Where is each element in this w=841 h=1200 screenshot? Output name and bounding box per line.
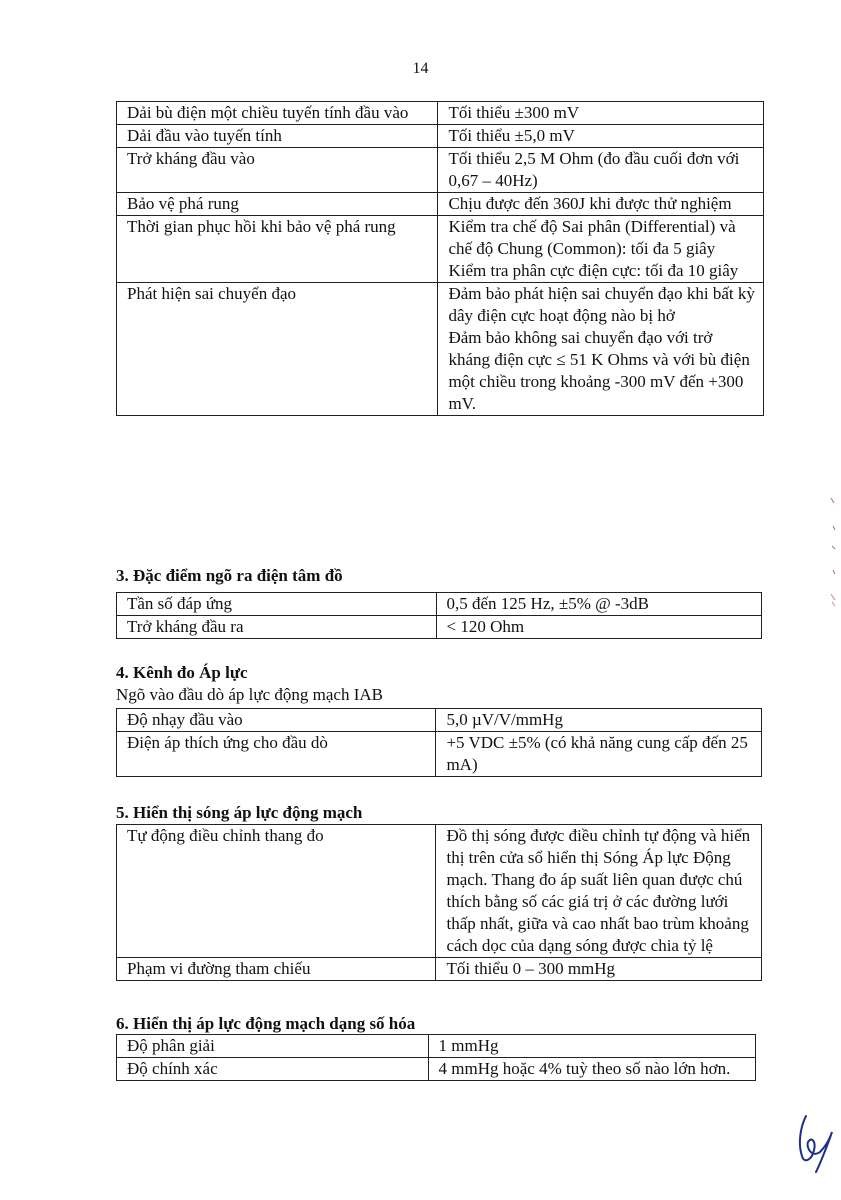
spec-table-6 — [116, 1034, 756, 1081]
row-value — [436, 616, 762, 639]
row-value — [436, 825, 762, 958]
row-label: Phạm vi đường tham chiếu — [117, 958, 436, 981]
section-4-subtitle: Ngõ vào đầu dò áp lực động mạch IAB — [116, 685, 383, 704]
row-label: Tần số đáp ứng — [117, 593, 437, 616]
table-row — [117, 709, 762, 732]
row-label: Tự động điều chỉnh thang đo — [117, 825, 436, 958]
row-value-line: +5 VDC ±5% (có khả năng cung cấp đến 25 mA) — [446, 733, 748, 774]
row-label: Độ nhạy đầu vào — [117, 709, 436, 732]
row-value-line: Chịu được đến 360J khi được thử nghiệm — [448, 194, 732, 213]
handwritten-signature — [790, 1108, 838, 1176]
table-row — [117, 102, 764, 125]
row-label: Dải đầu vào tuyến tính — [117, 125, 438, 148]
row-label: Điện áp thích ứng cho đầu dò — [117, 732, 436, 777]
section-4-title: 4. Kênh đo Áp lực — [116, 663, 248, 682]
table-row — [117, 148, 764, 193]
row-value-line: < 120 Ohm — [446, 617, 525, 636]
section-6-title: 6. Hiển thị áp lực động mạch dạng số hóa — [116, 1014, 416, 1033]
table-row — [117, 958, 762, 981]
row-label: Độ chính xác — [117, 1058, 429, 1081]
row-value — [438, 102, 764, 125]
row-label: Phát hiện sai chuyển đạo — [117, 283, 438, 416]
row-value — [436, 958, 762, 981]
table-row — [117, 1058, 756, 1081]
row-value-line: Tối thiểu ±5,0 mV — [448, 126, 575, 145]
row-value-line: 0,5 đến 125 Hz, ±5% @ -3dB — [446, 594, 650, 613]
table-row — [117, 732, 762, 777]
table-row — [117, 283, 764, 416]
row-label: Trở kháng đầu ra — [117, 616, 437, 639]
table-row — [117, 1035, 756, 1058]
row-label: Thời gian phục hồi khi bảo vệ phá rung — [117, 216, 438, 283]
table-row — [117, 125, 764, 148]
row-value-line: Đảm bảo phát hiện sai chuyển đạo khi bất kỳ dây điện cực hoạt động nào bị hở — [448, 284, 755, 325]
row-value — [436, 709, 762, 732]
row-value-line: Tối thiểu ±300 mV — [448, 103, 580, 122]
table-row — [117, 616, 762, 639]
table-row — [117, 193, 764, 216]
table-row — [117, 593, 762, 616]
row-value-line: Đồ thị sóng được điều chỉnh tự động và hiển thị trên cửa sổ hiển thị Sóng Áp lực Động mạch. Thang đo áp suất liên quan được chú thích bằng số các giá trị ở các đường lưới thấp nhất, giữa và cao nhất bao trùm khoảng cách dọc của dạng sóng được chia tỷ lệ — [446, 826, 751, 955]
table-row — [117, 825, 762, 958]
row-value — [438, 283, 764, 416]
margin-marks — [828, 490, 840, 630]
row-value — [436, 732, 762, 777]
row-value-line: Kiểm tra phân cực điện cực: tối đa 10 giây — [448, 261, 739, 280]
spec-table-3 — [116, 592, 762, 639]
spec-table-1 — [116, 101, 764, 416]
spec-table-4 — [116, 708, 762, 777]
section-3-title: 3. Đặc điểm ngõ ra điện tâm đồ — [116, 566, 343, 585]
row-value-line: Tối thiểu 0 – 300 mmHg — [446, 959, 616, 978]
row-label: Trở kháng đầu vào — [117, 148, 438, 193]
row-value-line: Tối thiểu 2,5 M Ohm (đo đầu cuối đơn với 0,67 – 40Hz) — [448, 149, 740, 190]
spec-table-5 — [116, 824, 762, 981]
row-value — [428, 1035, 756, 1058]
row-value-line: 5,0 µV/V/mmHg — [446, 710, 563, 729]
section-5-title: 5. Hiển thị sóng áp lực động mạch — [116, 803, 363, 822]
row-value-line: Kiểm tra chế độ Sai phân (Differential) và chế độ Chung (Common): tối đa 5 giây — [448, 217, 736, 258]
row-value-line: Đảm bảo không sai chuyển đạo với trở kháng điện cực ≤ 51 K Ohms và với bù điện một chiều trong khoảng -300 mV đến +300 mV. — [448, 328, 750, 413]
row-value-line: 1 mmHg — [438, 1036, 499, 1055]
row-value — [438, 193, 764, 216]
row-label: Dải bù điện một chiều tuyến tính đầu vào — [117, 102, 438, 125]
row-value-line: 4 mmHg hoặc 4% tuỳ theo số nào lớn hơn. — [438, 1059, 731, 1078]
row-value — [438, 125, 764, 148]
row-label: Bảo vệ phá rung — [117, 193, 438, 216]
table-row — [117, 216, 764, 283]
row-value — [438, 148, 764, 193]
row-value — [436, 593, 762, 616]
row-label: Độ phân giải — [117, 1035, 429, 1058]
row-value — [428, 1058, 756, 1081]
page-number: 14 — [412, 60, 429, 77]
row-value — [438, 216, 764, 283]
